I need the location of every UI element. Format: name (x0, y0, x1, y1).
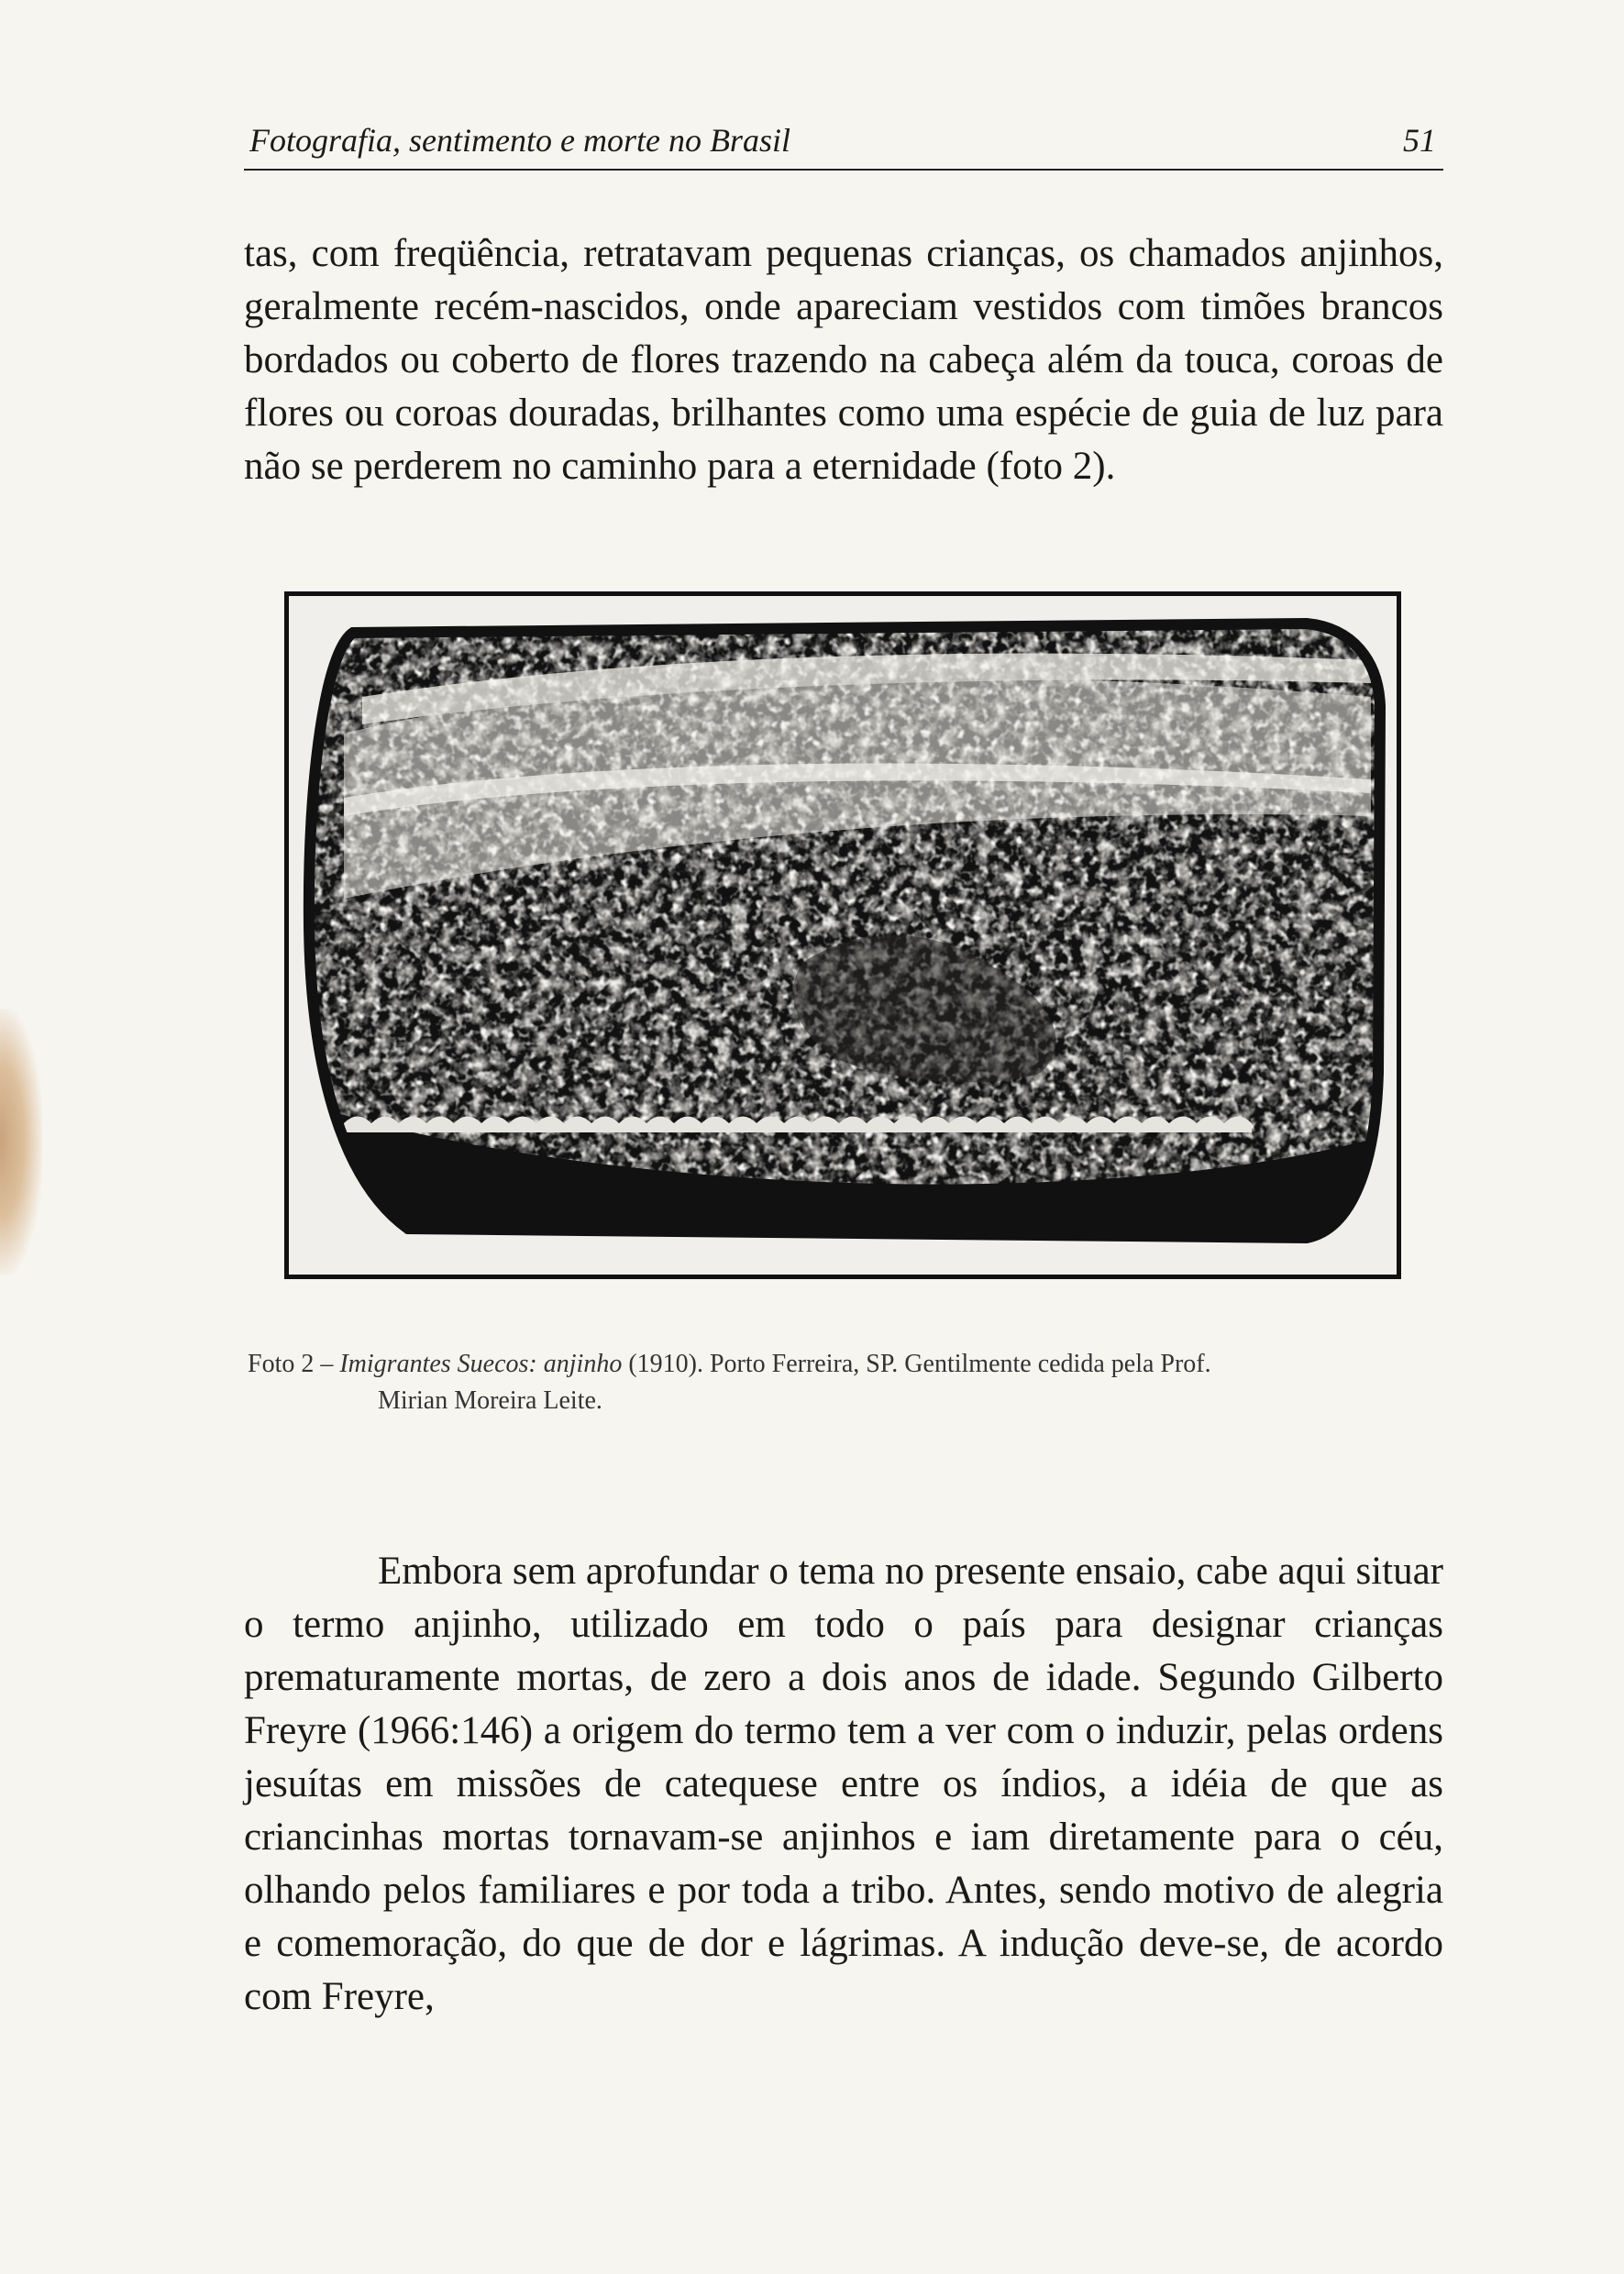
caption-prefix: Foto 2 – (248, 1350, 340, 1378)
caption-credit: Mirian Moreira Leite. (378, 1386, 602, 1415)
caption-title: Imigrantes Suecos: anjinho (339, 1350, 623, 1378)
paragraph-2: Embora sem aprofundar o tema no presente ensaio, cabe aqui situar o termo anjinho, utilizado em todo o país para designar crianças prematuramente mortas, de zero a dois anos de idade. Segundo Gilberto Freyre (1966:146) a origem do termo tem a ver com o induzir, pelas ordens jesuítas em missões de catequese entre os índios, a idéia de que as criancinhas mortas tornavam-se anjinhos e iam diretamente para o céu, olhando pelos familiares e por toda a tribo. Antes, sendo motivo de alegria e comemoração, do que de dor e lágrimas. A indução deve-se, de acordo com Freyre, (244, 1550, 1443, 2018)
photo-anjinho (284, 591, 1401, 1279)
book-title: Fotografia, sentimento e morte no Brasil (249, 122, 790, 159)
running-header (244, 117, 1443, 171)
caption-details: (1910). Porto Ferreira, SP. Gentilmente cedida pela Prof. (622, 1350, 1211, 1378)
page-number: 51 (1403, 122, 1436, 159)
photo-caption (248, 1346, 1443, 1419)
paragraph-1: tas, com freqüência, retratavam pequenas crianças, os chamados anjinhos, geralmente recém-nascidos, onde apareciam vestidos com timões brancos bordados ou coberto de flores trazendo na cabeça além da touca, coroas de flores ou coroas douradas, brilhantes como uma espécie de guia de luz para não se perderem no caminho para a eternidade (foto 2). (244, 232, 1443, 488)
photo-image (289, 596, 1397, 1275)
page-stain (0, 1009, 42, 1275)
